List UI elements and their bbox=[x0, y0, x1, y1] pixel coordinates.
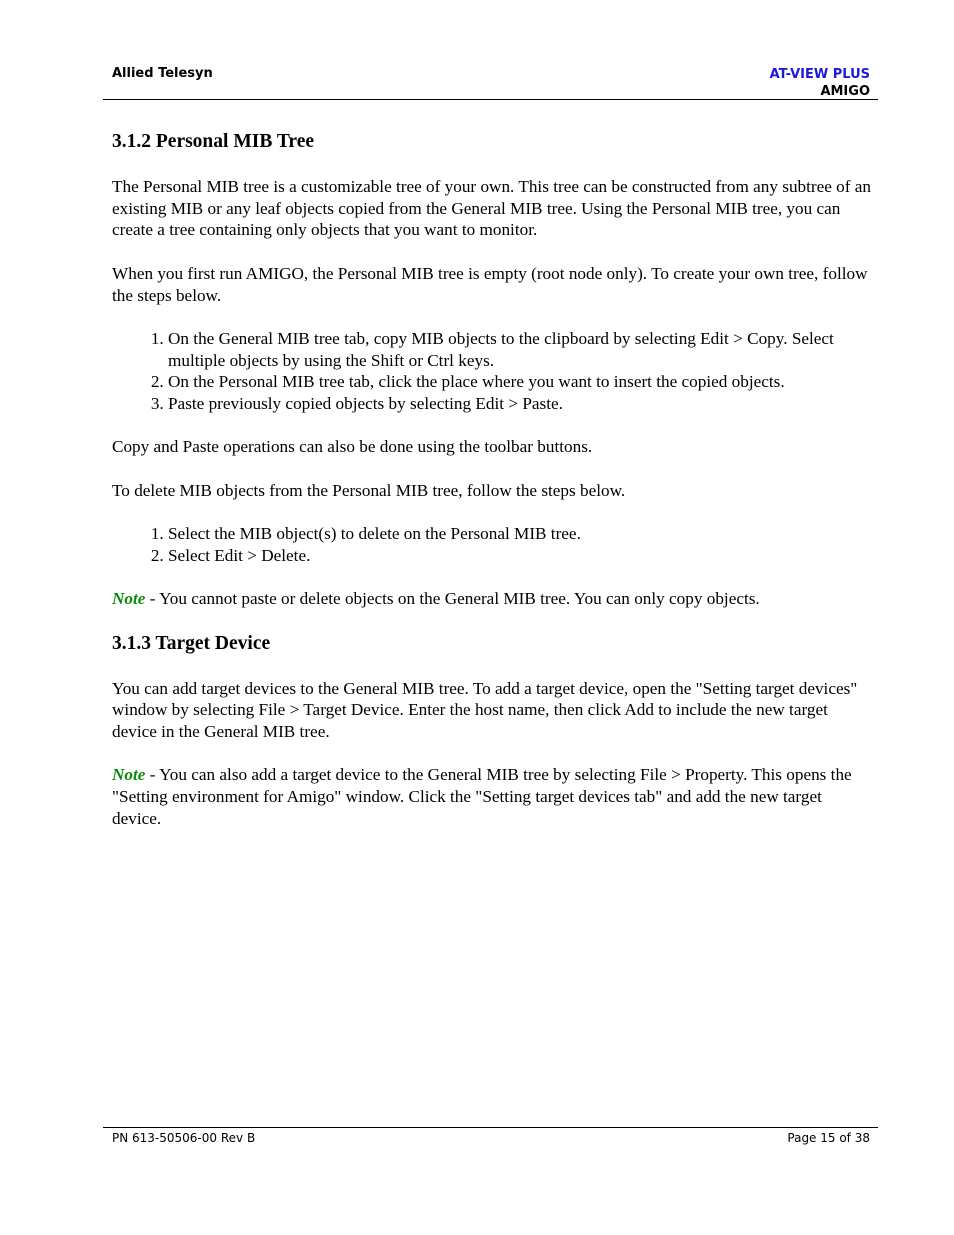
footer-divider bbox=[103, 1127, 878, 1128]
footer-page-number: Page 15 of 38 bbox=[787, 1131, 870, 1145]
note-paragraph bbox=[112, 588, 872, 610]
list-item: 3. Paste previously copied objects by selecting Edit > Paste. bbox=[168, 393, 872, 415]
paragraph: Copy and Paste operations can also be done using the toolbar buttons. bbox=[112, 437, 593, 457]
header-product: AT-VIEW PLUS bbox=[769, 67, 870, 82]
note-paragraph bbox=[112, 764, 872, 829]
footer-part-number: PN 613-50506-00 Rev B bbox=[112, 1131, 256, 1145]
header-divider bbox=[103, 99, 878, 100]
header-company: Allied Telesyn bbox=[112, 66, 213, 81]
paragraph: When you first run AMIGO, the Personal MIB tree is empty (root node only). To create your own tree, follow the steps below. bbox=[112, 263, 868, 305]
steps-create-list bbox=[112, 328, 872, 415]
list-item: 1. On the General MIB tree tab, copy MIB objects to the clipboard by selecting Edit > Copy. Select multiple objects by using the Shift or Ctrl keys. bbox=[168, 328, 872, 371]
note-label: Note bbox=[112, 589, 146, 609]
note-label: Note bbox=[112, 765, 146, 785]
list-item: 1. Select the MIB object(s) to delete on the Personal MIB tree. bbox=[168, 523, 872, 545]
header-subproduct: AMIGO bbox=[820, 84, 870, 99]
header-product-block bbox=[770, 66, 870, 100]
section-heading-target-device: 3.1.3 Target Device bbox=[112, 632, 271, 654]
note-text: - You can also add a target device to the General MIB tree by selecting File > Property. This opens the "Setting environment for Amigo" window. Click the "Setting target devices tab" and add the new target device. bbox=[112, 765, 852, 828]
note-text: - You cannot paste or delete objects on the General MIB tree. You can only copy objects. bbox=[145, 589, 760, 609]
list-item: 2. On the Personal MIB tree tab, click the place where you want to insert the copied objects. bbox=[168, 371, 872, 393]
section-heading-personal-mib-tree: 3.1.2 Personal MIB Tree bbox=[112, 131, 315, 152]
paragraph: To delete MIB objects from the Personal MIB tree, follow the steps below. bbox=[112, 480, 626, 500]
page-body bbox=[112, 130, 872, 851]
list-item: 2. Select Edit > Delete. bbox=[168, 545, 872, 567]
paragraph: The Personal MIB tree is a customizable tree of your own. This tree can be constructed from any subtree of an existing MIB or any leaf objects copied from the General MIB tree. Using the Personal MIB tree, you can create a tree containing only objects that you want to monitor. bbox=[112, 177, 872, 240]
steps-delete-list bbox=[112, 523, 872, 566]
paragraph: You can add target devices to the General MIB tree. To add a target device, open the "Setting target devices" window by selecting File > Target Device. Enter the host name, then click Add to include the new target device in the General MIB tree. bbox=[112, 678, 858, 742]
